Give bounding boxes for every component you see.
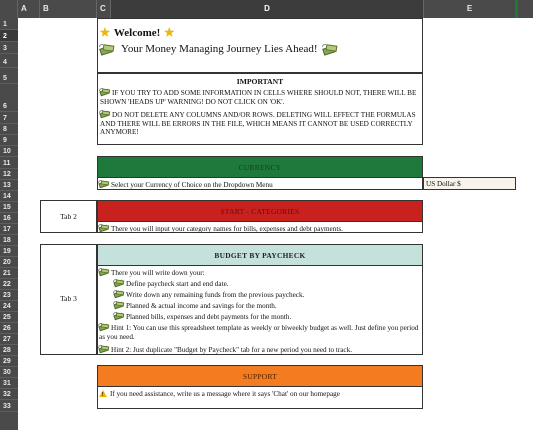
row-header[interactable]: 1 [0, 18, 18, 30]
column-header-a[interactable]: A [18, 0, 40, 18]
support-message [99, 390, 419, 399]
column-header-d[interactable]: D [111, 0, 424, 18]
budget-item [114, 312, 419, 322]
currency-heading [98, 157, 422, 177]
row-header[interactable]: 12 [0, 169, 18, 180]
row-header[interactable]: 29 [0, 356, 18, 367]
row-header[interactable]: 30 [0, 367, 18, 378]
row-header[interactable]: 22 [0, 279, 18, 290]
support-heading [98, 366, 422, 386]
row-header[interactable]: 11 [0, 157, 18, 169]
row-header[interactable]: 21 [0, 268, 18, 279]
currency-instruction [99, 180, 419, 190]
budget-item-text: Write down any remaining funds from the previous paycheck. [126, 291, 305, 299]
budget-heading [98, 245, 422, 265]
budget-item-text: Planned & actual income and savings for the month. [126, 302, 277, 310]
row-header[interactable]: 26 [0, 323, 18, 334]
money-icon [99, 323, 109, 331]
row-header[interactable]: 6 [0, 84, 18, 112]
divider [97, 386, 423, 387]
currency-heading-text: CURRENCY [238, 162, 282, 172]
money-icon [99, 345, 109, 353]
budget-intro [99, 268, 419, 278]
row-header-bar [0, 18, 18, 430]
row-header[interactable]: 9 [0, 135, 18, 146]
money-icon [100, 110, 110, 118]
money-icon [99, 180, 109, 188]
money-icon [323, 44, 337, 55]
categories-heading-text: START - CATEGORIES [220, 206, 300, 216]
row-header[interactable]: 8 [0, 124, 18, 135]
row-header[interactable]: 32 [0, 389, 18, 400]
important-line-1-text: IF YOU TRY TO ADD SOME INFORMATION IN CELLS WHERE SHOULD NOT, THERE WILL BE SHOWN 'HEADS UP' WARNING! DO NOT CLICK ON 'OK'. [100, 89, 417, 106]
support-message-text: If you need assistance, write us a message where it says 'Chat' on our homepage [110, 390, 340, 398]
categories-instruction [99, 224, 419, 234]
column-f-marker [515, 0, 518, 18]
money-icon [114, 290, 124, 298]
welcome-subtitle-text: Your Money Managing Journey Lies Ahead! [121, 43, 318, 55]
welcome-title [100, 27, 174, 39]
money-icon [100, 44, 114, 55]
column-header-e[interactable]: E [424, 0, 516, 18]
budget-item [114, 279, 419, 289]
budget-hint-1-text: Hint 1: You can use this spreadsheet template as weekly or biweekly budget as well. Just define you period as you need. [99, 324, 419, 341]
row-header[interactable]: 7 [0, 112, 18, 124]
categories-heading [98, 201, 422, 221]
tab-3-label: Tab 3 [60, 294, 77, 303]
row-header[interactable]: 14 [0, 191, 18, 202]
star-icon: ★ [164, 26, 175, 39]
divider [97, 265, 423, 266]
budget-hint-1 [99, 323, 419, 341]
money-icon [114, 312, 124, 320]
categories-instruction-text: There you will input your category names for bills, expenses and debt payments. [111, 225, 343, 233]
important-line-2-text: DO NOT DELETE ANY COLUMNS AND/OR ROWS. DELETING WILL EFFECT THE FORMULAS AND THERE WILL BE ERRORS IN THE FILE, WHICH MEANS IT CANNOT BE USED CORRECTLY ANYMORE! [100, 111, 416, 137]
tab-2-label: Tab 2 [60, 212, 77, 221]
budget-heading-text: BUDGET BY PAYCHECK [214, 250, 306, 260]
money-icon [114, 279, 124, 287]
budget-item-text: Planned bills, expenses and debt payments for the month. [126, 313, 292, 321]
support-heading-text: SUPPORT [242, 371, 278, 381]
row-header[interactable]: 2 [0, 30, 18, 42]
row-header[interactable]: 24 [0, 301, 18, 312]
row-header[interactable]: 31 [0, 378, 18, 389]
row-header[interactable]: 28 [0, 345, 18, 356]
row-header[interactable]: 13 [0, 180, 18, 191]
budget-item [114, 290, 419, 300]
budget-intro-text: There you will write down your: [111, 269, 205, 277]
star-icon: ★ [100, 26, 110, 39]
currency-instruction-text: Select your Currency of Choice on the Dropdown Menu [111, 181, 273, 189]
welcome-title-text: Welcome! [113, 27, 161, 39]
row-header[interactable]: 5 [0, 68, 18, 84]
row-header[interactable]: 4 [0, 54, 18, 68]
money-icon [99, 268, 109, 276]
row-header[interactable]: 3 [0, 42, 18, 54]
important-heading: IMPORTANT [236, 77, 284, 86]
welcome-subtitle [100, 43, 339, 55]
row-header[interactable]: 17 [0, 224, 18, 235]
warning-icon [99, 390, 107, 397]
budget-item [114, 301, 419, 311]
row-header[interactable]: 10 [0, 146, 18, 157]
budget-hint-2-text: Hint 2: Just duplicate "Budget by Paycheck" tab for a new period you need to track. [111, 346, 352, 354]
important-line-1 [100, 88, 420, 106]
currency-value: US Dollar $ [426, 180, 461, 188]
budget-item-text: Define paycheck start and end date. [126, 280, 229, 288]
row-header[interactable]: 19 [0, 246, 18, 257]
row-header[interactable]: 20 [0, 257, 18, 268]
select-all-corner[interactable] [0, 0, 18, 18]
row-header[interactable]: 25 [0, 312, 18, 323]
row-header[interactable]: 23 [0, 290, 18, 301]
divider [97, 177, 423, 178]
divider [97, 221, 423, 222]
money-icon [100, 88, 110, 96]
money-icon [114, 301, 124, 309]
column-header-c[interactable]: C [97, 0, 111, 18]
column-header-b[interactable]: B [40, 0, 97, 18]
budget-hint-2 [99, 345, 419, 355]
row-header[interactable]: 33 [0, 400, 18, 412]
row-header[interactable]: 16 [0, 213, 18, 224]
money-icon [99, 224, 109, 232]
important-line-2 [100, 110, 420, 137]
row-header[interactable]: 15 [0, 202, 18, 213]
row-header[interactable]: 27 [0, 334, 18, 345]
row-header[interactable]: 18 [0, 235, 18, 246]
